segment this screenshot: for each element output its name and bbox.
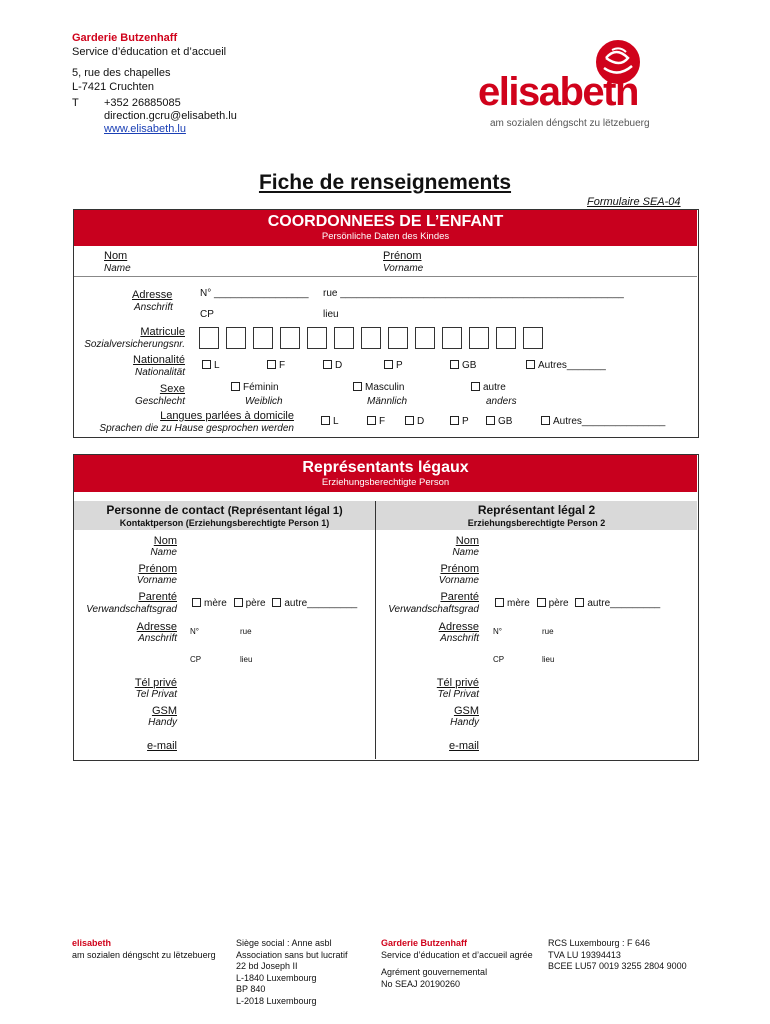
rep1-subtitle: Kontaktperson (Erziehungsberechtigte Person 1) bbox=[119, 518, 330, 528]
child-nationalite-label: Nationalité bbox=[133, 354, 185, 366]
rep2-email-label: e-mail bbox=[449, 740, 479, 752]
org-name: Garderie Butzenhaff bbox=[72, 32, 178, 44]
tel-number: +352 26885085 bbox=[104, 97, 181, 109]
matricule-box[interactable] bbox=[496, 327, 516, 349]
child-lieu-field[interactable]: lieu bbox=[323, 309, 339, 320]
checkbox-icon[interactable] bbox=[495, 598, 504, 607]
checkbox-icon[interactable] bbox=[405, 416, 414, 425]
rep1-tel-de-label: Tel Privat bbox=[135, 689, 177, 700]
rep1-number-field[interactable]: N° bbox=[190, 627, 199, 636]
checkbox-icon[interactable] bbox=[575, 598, 584, 607]
matricule-box[interactable] bbox=[199, 327, 219, 349]
child-matricule-de-label: Sozialversicherungsnr. bbox=[84, 339, 185, 350]
child-prenom-label: Prénom bbox=[383, 250, 422, 262]
form-title: Fiche de renseignements bbox=[258, 171, 512, 194]
rep2-nom-label: Nom bbox=[455, 535, 479, 547]
sexe-maennlich-label: Männlich bbox=[367, 396, 408, 407]
checkbox-icon[interactable] bbox=[541, 416, 550, 425]
rep2-adresse-label: Adresse bbox=[438, 621, 479, 633]
reps-band bbox=[74, 455, 697, 492]
checkbox-icon[interactable] bbox=[367, 416, 376, 425]
rep2-subtitle: Erziehungsberechtigte Person 2 bbox=[467, 518, 606, 528]
rep1-parente-label: Parenté bbox=[138, 591, 177, 603]
lang-option-d[interactable]: D bbox=[405, 416, 424, 427]
rep2-gsm-label: GSM bbox=[453, 705, 479, 717]
rep1-cp-field[interactable]: CP bbox=[190, 655, 202, 664]
rep1-title: Personne de contact (Représentant légal 1) bbox=[106, 503, 343, 517]
checkbox-icon[interactable] bbox=[526, 360, 535, 369]
child-nom-label: Nom bbox=[104, 250, 128, 262]
rep1-handy-label: Handy bbox=[148, 717, 177, 728]
checkbox-icon[interactable] bbox=[323, 360, 332, 369]
matricule-box[interactable] bbox=[388, 327, 408, 349]
footer-garderie: Garderie Butzenhaff Service d’éducation et d’accueil agrée Agrément gouvernemental No SEAJ 20190260 bbox=[381, 938, 533, 989]
child-langues-label: Langues parlées à domicile bbox=[160, 410, 294, 422]
nat-option-l[interactable]: L bbox=[202, 360, 220, 371]
matricule-box[interactable] bbox=[253, 327, 273, 349]
rep1-street-field[interactable]: rue bbox=[240, 627, 252, 636]
matricule-box[interactable] bbox=[361, 327, 381, 349]
rep1-prenom-label: Prénom bbox=[138, 563, 177, 575]
matricule-box[interactable] bbox=[442, 327, 462, 349]
rep1-email-label: e-mail bbox=[147, 740, 177, 752]
matricule-box[interactable] bbox=[469, 327, 489, 349]
checkbox-icon[interactable] bbox=[450, 416, 459, 425]
child-band-subtitle: Persönliche Daten des Kindes bbox=[321, 231, 450, 242]
nat-option-gb[interactable]: GB bbox=[450, 360, 476, 371]
child-street-field[interactable]: rue ___________________________________________________ bbox=[323, 288, 624, 299]
reps-band-title: Représentants légaux bbox=[302, 459, 469, 476]
rep2-tel-label: Tél privé bbox=[436, 677, 479, 689]
logo-wordmark: elisabeth bbox=[478, 70, 638, 114]
sexe-feminin-option[interactable]: Féminin bbox=[231, 382, 279, 393]
matricule-box[interactable] bbox=[226, 327, 246, 349]
rep2-number-field[interactable]: N° bbox=[493, 627, 502, 636]
rep1-parente-options[interactable]: mère père autre_________ bbox=[192, 598, 357, 609]
child-anschrift-label: Anschrift bbox=[134, 302, 173, 313]
checkbox-icon[interactable] bbox=[202, 360, 211, 369]
lang-option-l[interactable]: L bbox=[321, 416, 339, 427]
rep2-vorname-label: Vorname bbox=[438, 575, 479, 586]
checkbox-icon[interactable] bbox=[384, 360, 393, 369]
footer-brand: elisabeth bbox=[72, 938, 112, 948]
rep1-vorname-label: Vorname bbox=[136, 575, 177, 586]
rep2-prenom-label: Prénom bbox=[440, 563, 479, 575]
rep2-cp-field[interactable]: CP bbox=[493, 655, 505, 664]
tel-label: T bbox=[72, 97, 79, 109]
child-nationalitaet-label: Nationalität bbox=[134, 367, 185, 378]
rep1-adresse-label: Adresse bbox=[136, 621, 177, 633]
child-cp-field[interactable]: CP bbox=[200, 309, 214, 320]
rep2-handy-label: Handy bbox=[450, 717, 479, 728]
matricule-box[interactable] bbox=[307, 327, 327, 349]
rep2-parente-label: Parenté bbox=[440, 591, 479, 603]
rep2-name-label: Name bbox=[452, 547, 479, 558]
checkbox-icon[interactable] bbox=[192, 598, 201, 607]
address-line-2: L-7421 Cruchten bbox=[72, 81, 154, 93]
footer-legal: RCS Luxembourg : F 646 TVA LU 19394413 BCEE LU57 0019 3255 2804 9000 bbox=[548, 938, 687, 971]
matricule-box[interactable] bbox=[415, 327, 435, 349]
child-name-label: Name bbox=[104, 263, 131, 274]
sexe-autre-option[interactable]: autre bbox=[471, 382, 506, 393]
rep2-parente-options[interactable]: mère père autre_________ bbox=[495, 598, 660, 609]
rep1-verwandschaft-label: Verwandschaftsgrad bbox=[86, 604, 177, 615]
child-sprachen-label: Sprachen die zu Hause gesprochen werden bbox=[99, 423, 294, 434]
logo-tagline: am sozialen déngscht zu lëtzebuerg bbox=[490, 118, 650, 129]
checkbox-icon[interactable] bbox=[231, 382, 240, 391]
form-code: Formulaire SEA-04 bbox=[587, 196, 681, 208]
rep2-title: Représentant légal 2 bbox=[477, 503, 596, 517]
nat-option-f[interactable]: F bbox=[267, 360, 285, 371]
checkbox-icon[interactable] bbox=[486, 416, 495, 425]
child-matricule-label: Matricule bbox=[140, 326, 185, 338]
rep1-name-label: Name bbox=[150, 547, 177, 558]
elisabeth-logo bbox=[478, 36, 678, 136]
child-divider bbox=[74, 276, 697, 277]
checkbox-icon[interactable] bbox=[234, 598, 243, 607]
sexe-masculin-option[interactable]: Masculin bbox=[353, 382, 404, 393]
nat-option-autres[interactable]: Autres_______ bbox=[526, 360, 606, 371]
reps-band-subtitle: Erziehungsberechtigte Person bbox=[321, 477, 450, 488]
org-subtitle: Service d’éducation et d’accueil bbox=[72, 46, 227, 58]
child-adresse-label: Adresse bbox=[132, 289, 173, 301]
child-number-field[interactable]: N° _________________ bbox=[200, 288, 309, 299]
checkbox-icon[interactable] bbox=[321, 416, 330, 425]
rep1-lieu-field[interactable]: lieu bbox=[240, 655, 253, 664]
lang-option-autres[interactable]: Autres_______________ bbox=[541, 416, 665, 427]
checkbox-icon[interactable] bbox=[272, 598, 281, 607]
matricule-box[interactable] bbox=[523, 327, 543, 349]
lang-option-p[interactable]: P bbox=[450, 416, 469, 427]
address-line-1: 5, rue des chapelles bbox=[72, 67, 171, 79]
child-vorname-label: Vorname bbox=[383, 263, 424, 274]
rep2-anschrift-label: Anschrift bbox=[440, 633, 479, 644]
checkbox-icon[interactable] bbox=[353, 382, 362, 391]
child-geschlecht-label: Geschlecht bbox=[134, 396, 185, 407]
rep2-lieu-field[interactable]: lieu bbox=[542, 655, 555, 664]
rep1-gsm-label: GSM bbox=[151, 705, 177, 717]
child-band-title: COORDONNEES DE L’ENFANT bbox=[267, 213, 504, 230]
checkbox-icon[interactable] bbox=[450, 360, 459, 369]
child-band bbox=[74, 210, 697, 246]
lang-option-gb[interactable]: GB bbox=[486, 416, 512, 427]
child-sexe-label: Sexe bbox=[159, 383, 185, 395]
nat-option-d[interactable]: D bbox=[323, 360, 342, 371]
footer-brand-tagline: am sozialen déngscht zu lëtzebuerg bbox=[72, 950, 216, 960]
nat-option-p[interactable]: P bbox=[384, 360, 403, 371]
matricule-box[interactable] bbox=[280, 327, 300, 349]
rep2-verwandschaft-label: Verwandschaftsgrad bbox=[388, 604, 479, 615]
footer-registered-office: Siège social : Anne asbl Association sans but lucratif 22 bd Joseph II L-1840 Luxembourg BP 840 L-2018 Luxembourg bbox=[236, 938, 348, 1006]
checkbox-icon[interactable] bbox=[267, 360, 276, 369]
lang-option-f[interactable]: F bbox=[367, 416, 385, 427]
sexe-anders-label: anders bbox=[486, 396, 517, 407]
sexe-weiblich-label: Weiblich bbox=[245, 396, 283, 407]
rep2-tel-de-label: Tel Privat bbox=[437, 689, 479, 700]
rep1-tel-label: Tél privé bbox=[134, 677, 177, 689]
reps-column-divider bbox=[375, 501, 376, 759]
checkbox-icon[interactable] bbox=[537, 598, 546, 607]
checkbox-icon[interactable] bbox=[471, 382, 480, 391]
email-text: direction.gcru@elisabeth.lu bbox=[104, 110, 237, 122]
website-link[interactable]: www.elisabeth.lu bbox=[104, 123, 186, 135]
matricule-box[interactable] bbox=[334, 327, 354, 349]
rep1-anschrift-label: Anschrift bbox=[138, 633, 177, 644]
rep1-nom-label: Nom bbox=[153, 535, 177, 547]
rep2-street-field[interactable]: rue bbox=[542, 627, 554, 636]
